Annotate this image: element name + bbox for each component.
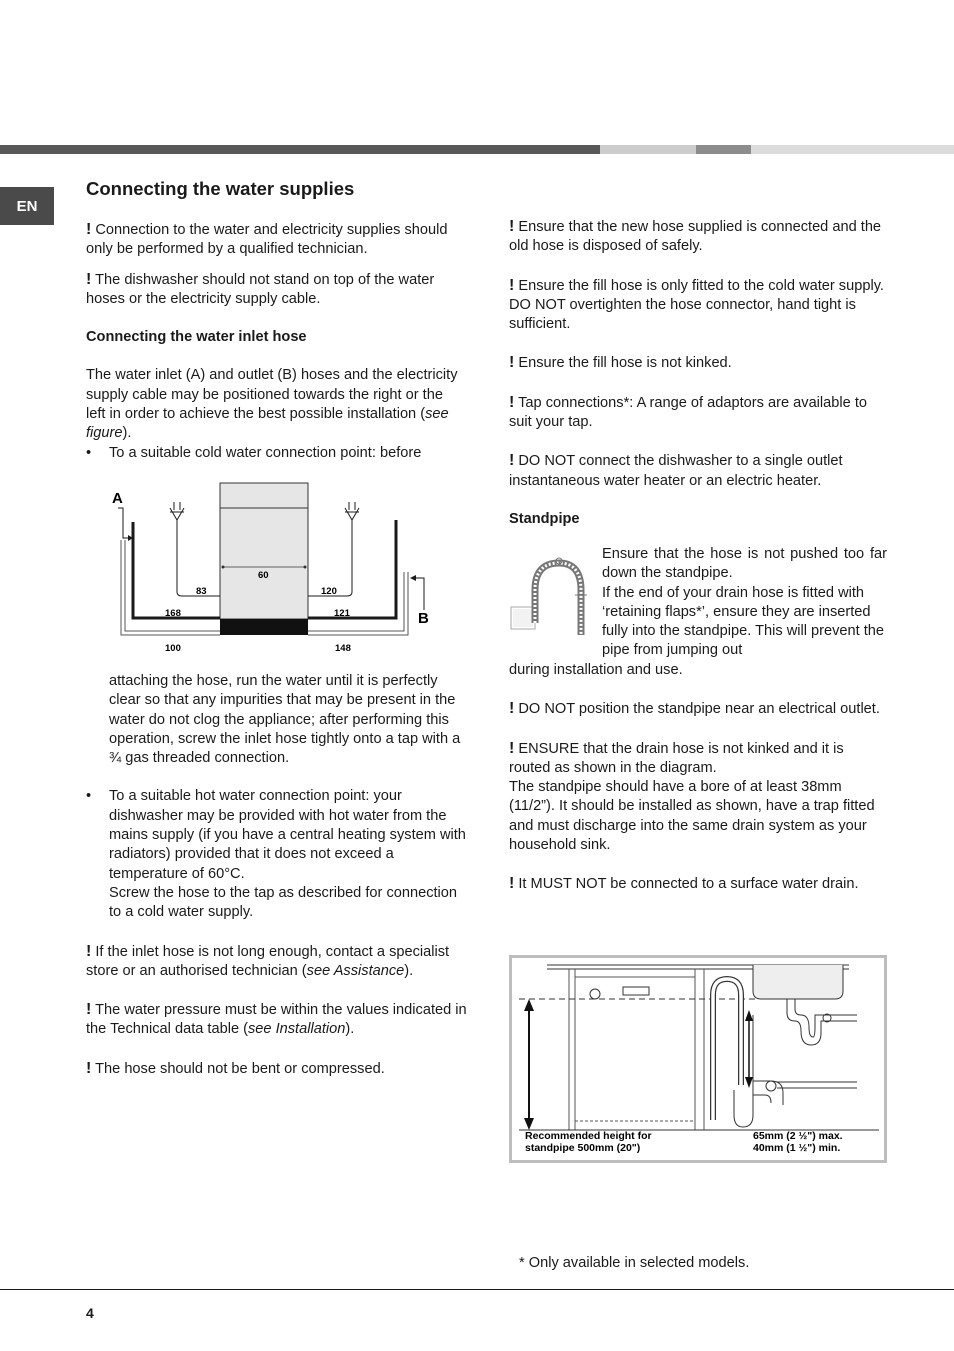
recommended-height-line1: Recommended height for [525, 1130, 652, 1142]
dim-120: 120 [321, 586, 337, 597]
warning-text: Tap connections*: A range of adaptors are available to suit your tap. [509, 394, 867, 431]
warning-text: It MUST NOT be connected to a surface water drain. [514, 876, 859, 893]
warning-mark: ! [509, 218, 515, 235]
warning-text: The water pressure must be within the values indicated in the Technical data table ( [86, 1002, 467, 1038]
dim-168: 168 [165, 608, 181, 619]
warning-mark: ! [86, 221, 92, 238]
warning-text: If the inlet hose is not long enough, contact a specialist store or an authorised technician ( [86, 943, 450, 979]
bullet-hot-continued: Screw the hose to the tap as described for connection to a cold water supply. [109, 884, 458, 921]
header-bar-dark [0, 145, 600, 154]
recommended-height-line2: standpipe 500mm (20") [525, 1142, 641, 1154]
bullet-cold-continued: attaching the hose, run the water until it is perfectly clear so that any impurities that may be present in the water do not clog the appliance; after performing this operation, screw the inlet hose tightly onto a tap with a ¾ gas threaded connection. [109, 673, 461, 767]
drain-max-label: 65mm (2 ½") max. [753, 1130, 843, 1142]
page-number: 4 [86, 1305, 94, 1321]
header-bar-light [600, 145, 696, 154]
inlet-text-end: ). [122, 425, 132, 442]
warning-cold-supply [509, 276, 887, 335]
dim-121: 121 [334, 608, 350, 619]
warning-text: ENSURE that the drain hose is not kinked and it is routed as shown in the diagram. [509, 740, 844, 776]
dim-100: 100 [165, 643, 181, 654]
standpipe-bore-text: The standpipe should have a bore of at least 38mm (11/2”). It should be installed as shown, have a trap fitted and must discharge into the same drain system as your household sink. [509, 779, 875, 854]
warning-text: Ensure that the new hose supplied is connected and the old hose is disposed of safely. [509, 219, 882, 255]
warning-text-end: ). [404, 962, 414, 979]
warning-hoses [86, 270, 466, 310]
right-column-upper [509, 217, 887, 529]
warning-qualified [86, 220, 466, 260]
dim-83: 83 [196, 586, 207, 597]
standpipe-hose-illustration [509, 555, 597, 640]
warning-mark: ! [509, 276, 515, 294]
footnote: * Only available in selected models. [519, 1255, 750, 1271]
warning-drain-kinked [509, 739, 887, 779]
warning-text-end: ). [345, 1021, 355, 1038]
label-b: B [418, 610, 429, 627]
appliance-base [220, 619, 308, 635]
warning-not-kinked [509, 353, 887, 373]
dim-148: 148 [335, 643, 351, 654]
warning-text: Ensure the fill hose is only fitted to the cold water supply. DO NOT overtighten the hose connector, hand tight is sufficient. [509, 277, 884, 333]
warning-new-hose [509, 217, 887, 257]
header-bar-pale [751, 145, 954, 154]
appliance-body [220, 483, 308, 619]
warning-ref: see Installation [248, 1021, 346, 1038]
warning-bent [86, 1059, 468, 1079]
page-title: Connecting the water supplies [86, 178, 355, 199]
warning-mark: ! [86, 1001, 92, 1019]
warning-surface-drain [509, 874, 887, 894]
warning-mark: ! [509, 354, 515, 372]
warning-mark: ! [86, 942, 92, 960]
standpipe-sentence-1: Ensure that the hose is not pushed too far down the standpipe. [602, 546, 887, 582]
inlet-ref: see figure [86, 406, 449, 442]
warning-text: Connection to the water and electricity supplies should only be performed by a qualified technician. [86, 222, 448, 258]
warning-ref: see Assistance [306, 962, 405, 979]
warning-text: Ensure the fill hose is not kinked. [514, 355, 732, 372]
bullet-cold-start [86, 444, 466, 463]
language-tab-label: EN [16, 197, 38, 215]
warning-text: The dishwasher should not stand on top of the water hoses or the electricity supply cable. [86, 271, 435, 307]
warning-mark: ! [86, 270, 92, 288]
dim-60: 60 [258, 570, 269, 581]
subheading-standpipe: Standpipe [509, 510, 580, 527]
standpipe-sentence-3: during installation and use. [509, 662, 683, 678]
drain-min-label: 40mm (1 ½") min. [753, 1142, 841, 1154]
warning-mark: ! [509, 452, 515, 470]
standpipe-sentence-2: If the end of your drain hose is fitted with ‘retaining flaps*’, ensure they are inserted fully into the standpipe. This will prevent the pipe from jumping out [602, 584, 885, 659]
bullet-text: To a suitable cold water connection point: before [109, 444, 422, 461]
right-column-lower [509, 661, 887, 895]
warning-mark: ! [509, 875, 515, 893]
left-column-upper [86, 220, 466, 463]
standpipe-installation-diagram [509, 955, 887, 1163]
inlet-text: The water inlet (A) and outlet (B) hoses and the electricity supply cable may be positioned towards the right or the left in order to achieve the best possible installation ( [86, 367, 458, 423]
label-a: A [112, 490, 123, 507]
subheading-inlet-hose: Connecting the water inlet hose [86, 329, 307, 346]
warning-electrical-outlet [509, 699, 887, 719]
footer-divider [0, 1289, 954, 1290]
header-bar-mid [696, 145, 751, 154]
inlet-paragraph [86, 366, 466, 443]
bullet-dot: • [86, 444, 92, 461]
left-column-lower [86, 672, 468, 1079]
warning-mark: ! [509, 739, 515, 757]
warning-text: The hose should not be bent or compressed. [91, 1060, 385, 1077]
bullet-dot: • [86, 788, 92, 805]
warning-text: DO NOT connect the dishwasher to a single outlet instantaneous water heater or an electric heater. [509, 453, 843, 489]
warning-water-heater [509, 451, 887, 491]
warning-pressure [86, 1000, 468, 1040]
warning-mark: ! [509, 700, 515, 718]
warning-mark: ! [86, 1059, 92, 1077]
standpipe-text-wrap [602, 545, 887, 661]
warning-mark: ! [509, 393, 515, 411]
hose-position-diagram [108, 480, 438, 660]
warning-inlet-length [86, 942, 468, 982]
language-tab [0, 187, 54, 225]
warning-tap-connections [509, 393, 887, 433]
bullet-hot-water [86, 787, 468, 883]
warning-text: DO NOT position the standpipe near an electrical outlet. [514, 701, 880, 718]
bullet-text: To a suitable hot water connection point: your dishwasher may be provided with hot water from the mains supply (if you have a central heating system with radiators) provided that it does not exceed a temperature of 60°C. [109, 788, 466, 882]
